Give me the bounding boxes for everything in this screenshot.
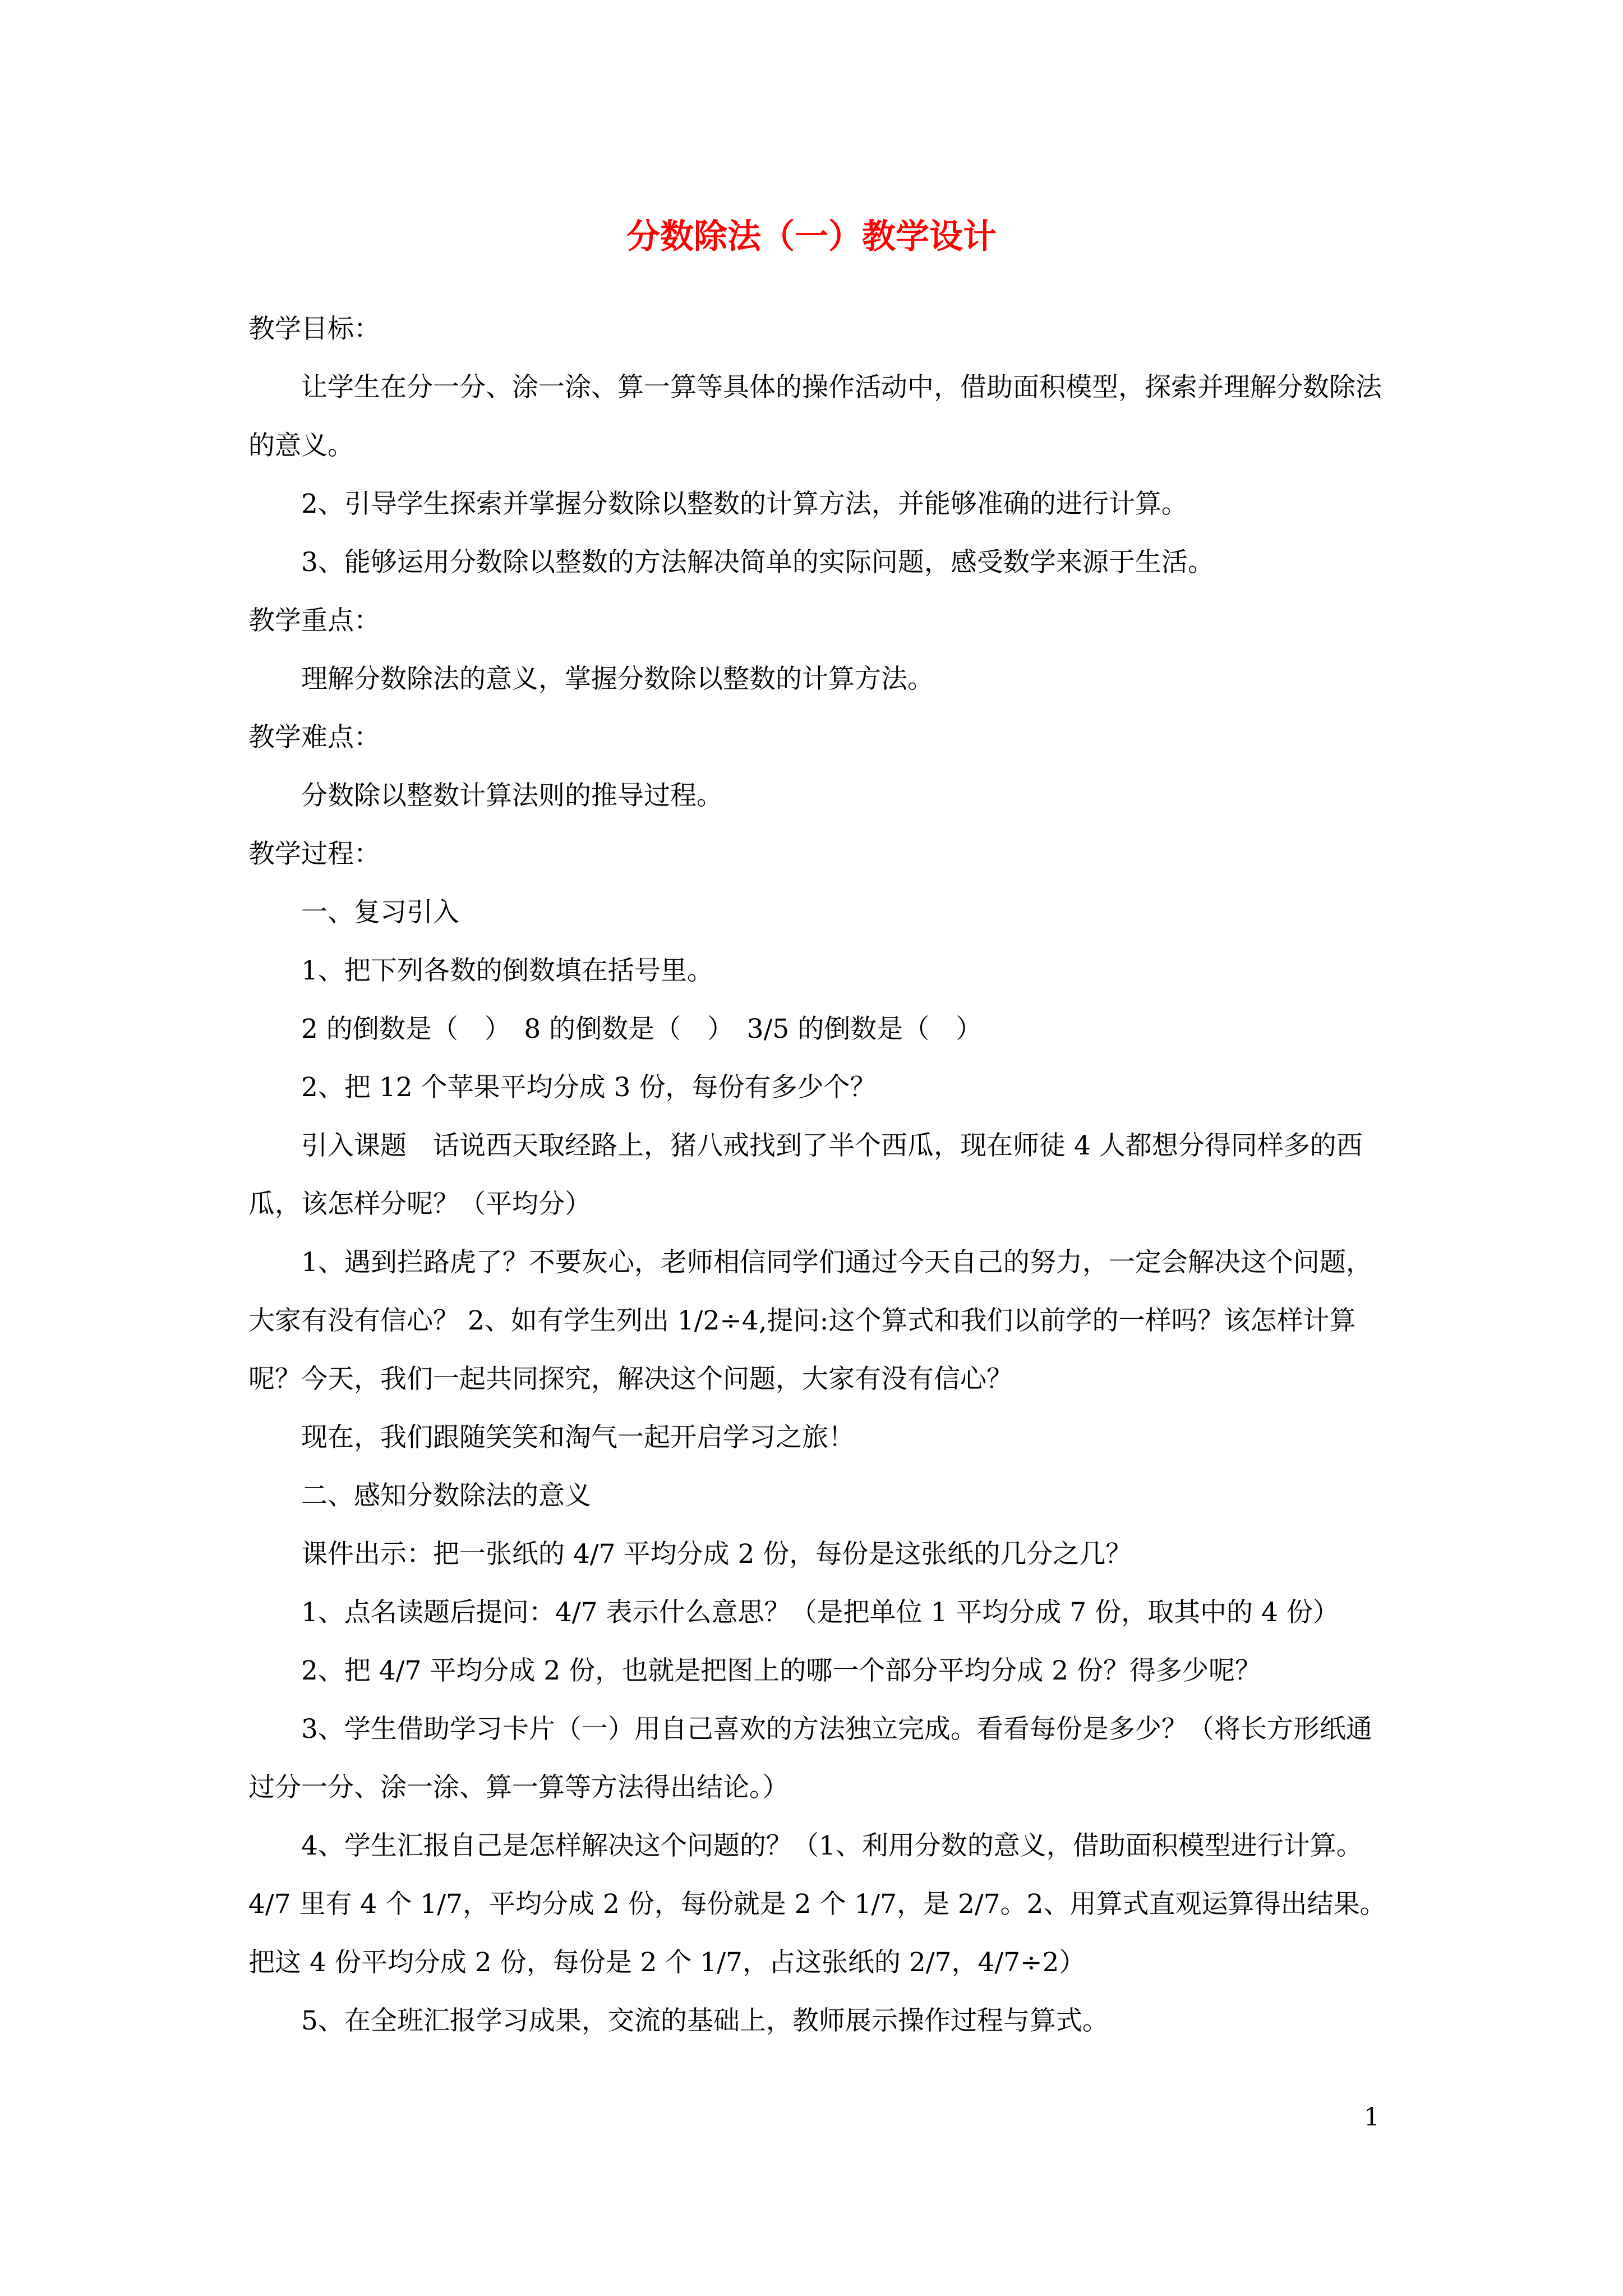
review-item-1: 1、把下列各数的倒数填在括号里。 (301, 955, 713, 986)
subheading-review: 一、复习引入 (301, 897, 459, 928)
step-5: 5、在全班汇报学习成果，交流的基础上，教师展示操作过程与算式。 (301, 2005, 1109, 2036)
section-heading-process: 教学过程： (248, 839, 380, 869)
courseware-prompt: 课件出示：把一张纸的 4/7 平均分成 2 份，每份是这张纸的几分之几？ (301, 1539, 1132, 1570)
objective-3: 3、能够运用分数除以整数的方法解决简单的实际问题，感受数学来源于生活。 (301, 547, 1214, 578)
section-heading-key-points: 教学重点： (248, 605, 380, 636)
step-2: 2、把 4/7 平均分成 2 份，也就是把图上的哪一个部分平均分成 2 份？得多少呢？ (301, 1655, 1261, 1686)
step-4: 4、学生汇报自己是怎样解决这个问题的？（1、利用分数的意义，借助面积模型进行计算。4/7 里有 4 个 1/7，平均分成 2 份，每份就是 2 个 1/7，是 2/7。2、用算式直观运算得出结果。把这 4 份平均分成 2 份，每份是 2 个 1/7，占这张纸的 2/7，4/7÷2） (248, 1830, 1386, 1978)
step-3: 3、学生借助学习卡片（一）用自己喜欢的方法独立完成。看看每份是多少？（将长方形纸通过分一分、涂一涂、算一算等方法得出结论。） (248, 1714, 1372, 1803)
key-point-text: 理解分数除法的意义，掌握分数除以整数的计算方法。 (301, 664, 934, 694)
document-body (248, 300, 1398, 2050)
encouragement-paragraph: 1、遇到拦路虎了？不要灰心，老师相信同学们通过今天自己的努力，一定会解决这个问题，大家有没有信心？ 2、如有学生列出 1/2÷4,提问:这个算式和我们以前学的一样吗？该怎样计算呢？今天，我们一起共同探究，解决这个问题，大家有没有信心？ (248, 1247, 1372, 1395)
section-heading-objectives: 教学目标： (248, 314, 380, 344)
subheading-meaning: 二、感知分数除法的意义 (301, 1480, 591, 1511)
difficulty-text: 分数除以整数计算法则的推导过程。 (301, 780, 723, 811)
objective-1: 让学生在分一分、涂一涂、算一算等具体的操作活动中，借助面积模型，探索并理解分数除法的意义。 (248, 372, 1382, 461)
reciprocal-exercise: 2 的倒数是（ ） 8 的倒数是（ ） 3/5 的倒数是（ ） (301, 1014, 983, 1045)
objective-2: 2、引导学生探索并掌握分数除以整数的计算方法，并能够准确的进行计算。 (301, 489, 1188, 519)
review-item-2: 2、把 12 个苹果平均分成 3 份，每份有多少个？ (301, 1072, 877, 1103)
step-1: 1、点名读题后提问：4/7 表示什么意思？（是把单位 1 平均分成 7 份，取其中的 4 份） (301, 1597, 1339, 1628)
introduction-paragraph: 引入课题 话说西天取经路上，猪八戒找到了半个西瓜，现在师徒 4 人都想分得同样多的西瓜，该怎样分呢？（平均分） (248, 1130, 1363, 1220)
section-heading-difficulties: 教学难点： (248, 722, 380, 753)
page-number: 1 (1364, 2103, 1380, 2132)
journey-paragraph: 现在，我们跟随笑笑和淘气一起开启学习之旅！ (301, 1422, 855, 1453)
document-title: 分数除法（一）教学设计 (626, 217, 997, 256)
